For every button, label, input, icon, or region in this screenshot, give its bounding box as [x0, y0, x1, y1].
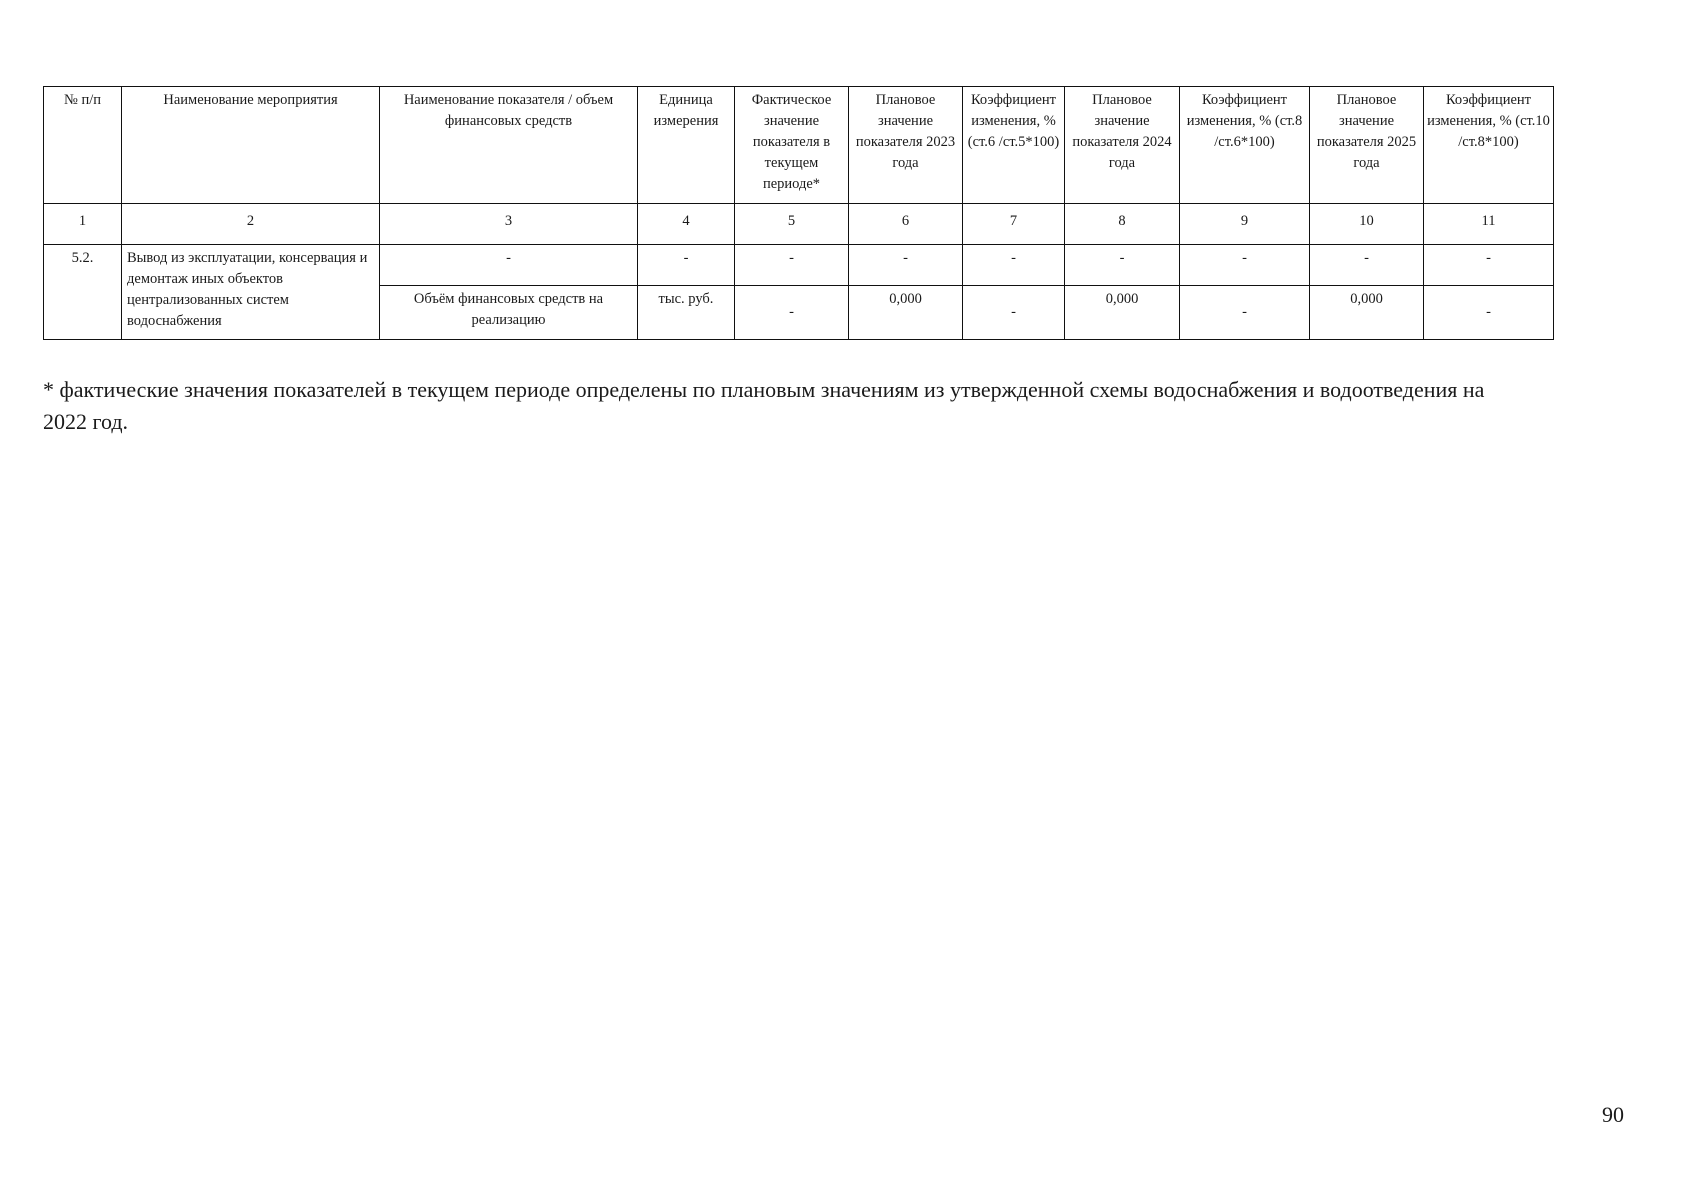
table-cell: - — [1424, 286, 1554, 340]
column-number-cell: 6 — [849, 204, 963, 245]
table-cell: тыс. руб. — [638, 286, 735, 340]
header-cell: № п/п — [44, 87, 122, 204]
table-cell: - — [638, 245, 735, 286]
header-cell: Плановое значение показателя 2023 года — [849, 87, 963, 204]
table-cell: - — [380, 245, 638, 286]
table-cell: - — [963, 286, 1065, 340]
table-header-row — [44, 87, 1554, 204]
column-number-cell: 3 — [380, 204, 638, 245]
table-cell: - — [1424, 245, 1554, 286]
header-cell: Плановое значение показателя 2024 года — [1065, 87, 1180, 204]
item-name-cell: Вывод из эксплуатации, консервация и демонтаж иных объектов централизованных систем водоснабжения — [122, 245, 380, 340]
header-cell: Коэффициент изменения, % (ст.6 /ст.5*100) — [963, 87, 1065, 204]
header-cell: Единица измерения — [638, 87, 735, 204]
header-cell: Плановое значение показателя 2025 года — [1310, 87, 1424, 204]
column-number-cell: 5 — [735, 204, 849, 245]
table-cell: - — [735, 245, 849, 286]
column-number-row — [44, 204, 1554, 245]
column-number-cell: 9 — [1180, 204, 1310, 245]
table-cell: 0,000 — [1065, 286, 1180, 340]
column-number-cell: 8 — [1065, 204, 1180, 245]
table-cell: - — [735, 286, 849, 340]
table-cell: Объём финансовых средств на реализацию — [380, 286, 638, 340]
header-cell: Наименование показателя / объем финансовых средств — [380, 87, 638, 204]
footnote: * фактические значения показателей в текущем периоде определены по плановым значениям из утвержденной схемы водоснабжения и водоотведения на 2022 год. — [43, 377, 1485, 434]
header-cell: Коэффициент изменения, % (ст.10 /ст.8*100) — [1424, 87, 1554, 204]
item-number-cell: 5.2. — [44, 245, 122, 340]
header-cell: Фактическое значение показателя в текущем периоде* — [735, 87, 849, 204]
header-cell: Коэффициент изменения, % (ст.8 /ст.6*100) — [1180, 87, 1310, 204]
table-cell: - — [1180, 245, 1310, 286]
table-row — [44, 245, 1554, 286]
table-cell: 0,000 — [849, 286, 963, 340]
column-number-cell: 7 — [963, 204, 1065, 245]
table-cell: 0,000 — [1310, 286, 1424, 340]
column-number-cell: 2 — [122, 204, 380, 245]
column-number-cell: 1 — [44, 204, 122, 245]
column-number-cell: 10 — [1310, 204, 1424, 245]
page-number: 90 — [1602, 1102, 1624, 1127]
table-cell: - — [1180, 286, 1310, 340]
header-cell: Наименование мероприятия — [122, 87, 380, 204]
table-cell: - — [963, 245, 1065, 286]
column-number-cell: 11 — [1424, 204, 1554, 245]
column-number-cell: 4 — [638, 204, 735, 245]
table-cell: - — [849, 245, 963, 286]
table-cell: - — [1310, 245, 1424, 286]
table-cell: - — [1065, 245, 1180, 286]
indicator-table — [43, 86, 1554, 340]
